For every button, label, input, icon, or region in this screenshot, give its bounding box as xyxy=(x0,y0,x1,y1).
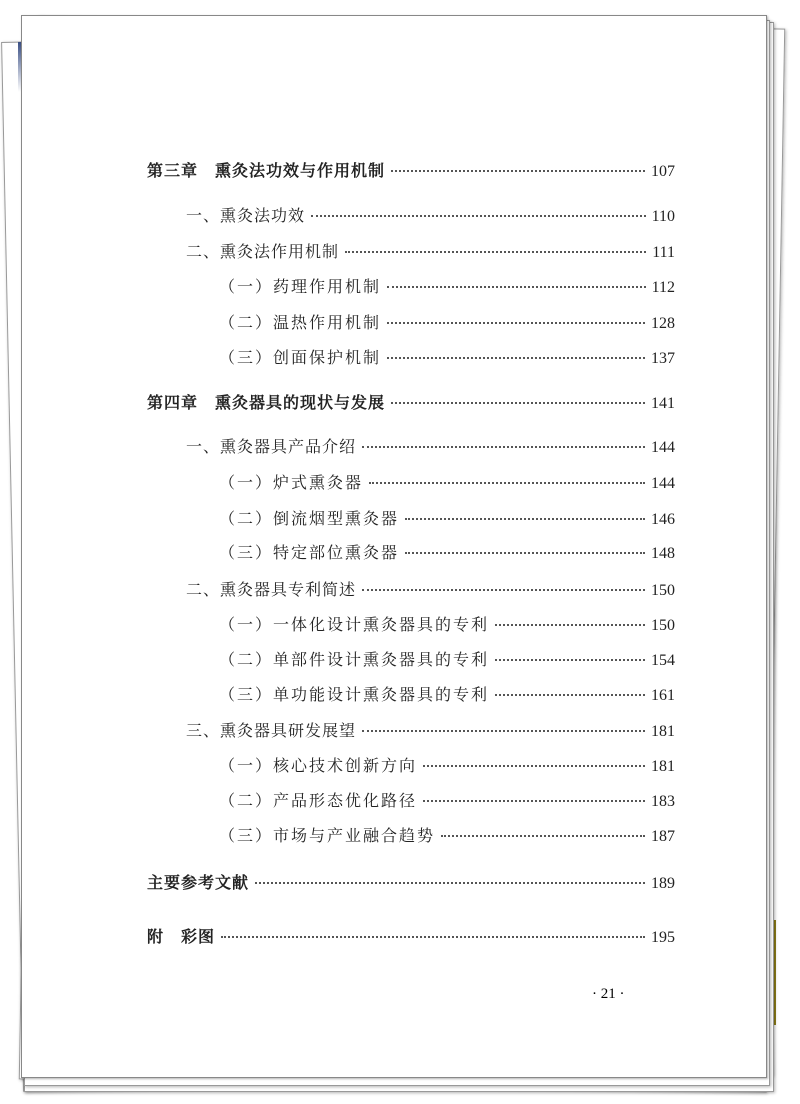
page-number: · 21 · xyxy=(592,986,625,1002)
toc-entry-title: （三）单功能设计熏灸器具的专利 xyxy=(219,685,490,704)
leader-dots xyxy=(255,882,645,884)
toc-entry-page: 181 xyxy=(651,758,675,775)
toc-entry-page: 137 xyxy=(651,350,675,367)
leader-dots xyxy=(495,694,645,696)
toc-entry[interactable] xyxy=(22,788,675,811)
leader-dots xyxy=(387,322,645,324)
toc-entry-title: （三）市场与产业融合趋势 xyxy=(219,826,436,845)
toc-entry-title: （三）特定部位熏灸器 xyxy=(219,543,400,562)
toc-entry-title: 第四章 熏灸器具的现状与发展 xyxy=(147,393,386,412)
toc-entry[interactable] xyxy=(22,345,675,368)
toc-entry-page: 183 xyxy=(651,793,675,810)
toc-entry-page: 107 xyxy=(651,163,675,180)
toc-entry-page: 141 xyxy=(651,395,675,412)
toc-entry-page: 161 xyxy=(651,687,675,704)
toc-entry[interactable] xyxy=(22,577,675,600)
toc-entry-title: （三）创面保护机制 xyxy=(219,348,382,367)
toc-entry-page: 181 xyxy=(651,723,675,740)
leader-dots xyxy=(441,835,645,837)
leader-dots xyxy=(391,170,645,172)
leader-dots xyxy=(362,730,645,732)
toc-entry-title: （一）一体化设计熏灸器具的专利 xyxy=(219,615,490,634)
toc-entry-page: 150 xyxy=(651,617,675,634)
toc-entry[interactable] xyxy=(22,718,675,741)
toc-entry-page: 110 xyxy=(651,208,675,225)
toc-entry-title: 附 彩图 xyxy=(147,927,216,946)
toc-entry-title: （一）炉式熏灸器 xyxy=(219,473,364,492)
leader-dots xyxy=(495,624,645,626)
toc-entry-page: 112 xyxy=(651,279,675,296)
toc-entry[interactable] xyxy=(22,390,675,413)
leader-dots xyxy=(362,589,645,591)
toc-entry[interactable] xyxy=(22,823,675,846)
toc-entry[interactable] xyxy=(22,310,675,333)
toc-entry[interactable] xyxy=(22,612,675,635)
toc-entry-title: 第三章 熏灸法功效与作用机制 xyxy=(147,161,386,180)
toc-entry[interactable] xyxy=(22,203,675,226)
toc-entry[interactable] xyxy=(22,434,675,457)
toc-entry-page: 144 xyxy=(651,475,675,492)
toc-entry[interactable] xyxy=(22,274,675,297)
toc-entry-page: 128 xyxy=(651,315,675,332)
leader-dots xyxy=(387,286,646,288)
leader-dots xyxy=(495,659,645,661)
toc-entry-title: 三、熏灸器具研发展望 xyxy=(186,721,357,740)
toc-entry-page: 195 xyxy=(651,929,675,946)
toc-entry-page: 144 xyxy=(651,439,675,456)
toc-entry-title: （二）单部件设计熏灸器具的专利 xyxy=(219,650,490,669)
toc-entry-title: （二）倒流烟型熏灸器 xyxy=(219,509,400,528)
toc-entry-page: 154 xyxy=(651,652,675,669)
toc-entry-title: 二、熏灸法作用机制 xyxy=(186,242,340,261)
toc-entry-page: 187 xyxy=(651,828,675,845)
toc-entry-title: 二、熏灸器具专利简述 xyxy=(186,580,357,599)
toc-entry[interactable] xyxy=(22,753,675,776)
leader-dots xyxy=(221,936,645,938)
toc-entry-title: 主要参考文献 xyxy=(147,873,250,892)
toc-entry-page: 111 xyxy=(652,244,675,261)
leader-dots xyxy=(369,482,645,484)
toc-entry[interactable] xyxy=(22,470,675,493)
toc-entry-page: 150 xyxy=(651,582,675,599)
toc-entry-title: 一、熏灸器具产品介绍 xyxy=(186,437,357,456)
toc-entry[interactable] xyxy=(22,924,675,947)
leader-dots xyxy=(405,552,645,554)
leader-dots xyxy=(311,215,646,217)
leader-dots xyxy=(423,800,645,802)
leader-dots xyxy=(391,402,645,404)
toc-entry[interactable] xyxy=(22,506,675,529)
leader-dots xyxy=(423,765,645,767)
toc-entry[interactable] xyxy=(22,870,675,893)
toc-entry-page: 146 xyxy=(651,511,675,528)
toc-entry[interactable] xyxy=(22,540,675,563)
leader-dots xyxy=(345,251,646,253)
toc-entry-page: 148 xyxy=(651,545,675,562)
toc-entry[interactable] xyxy=(22,682,675,705)
leader-dots xyxy=(362,446,645,448)
toc-entry-title: （二）产品形态优化路径 xyxy=(219,791,418,810)
toc-entry-title: （二）温热作用机制 xyxy=(219,313,382,332)
toc-entry-title: 一、熏灸法功效 xyxy=(186,206,306,225)
toc-entry-title: （一）药理作用机制 xyxy=(219,277,382,296)
toc-page xyxy=(21,15,767,1078)
leader-dots xyxy=(387,357,645,359)
leader-dots xyxy=(405,518,645,520)
toc-entry[interactable] xyxy=(22,239,675,262)
toc-entry-page: 189 xyxy=(651,875,675,892)
toc-entry[interactable] xyxy=(22,647,675,670)
toc-entry-title: （一）核心技术创新方向 xyxy=(219,756,418,775)
toc-entry[interactable] xyxy=(22,158,675,181)
